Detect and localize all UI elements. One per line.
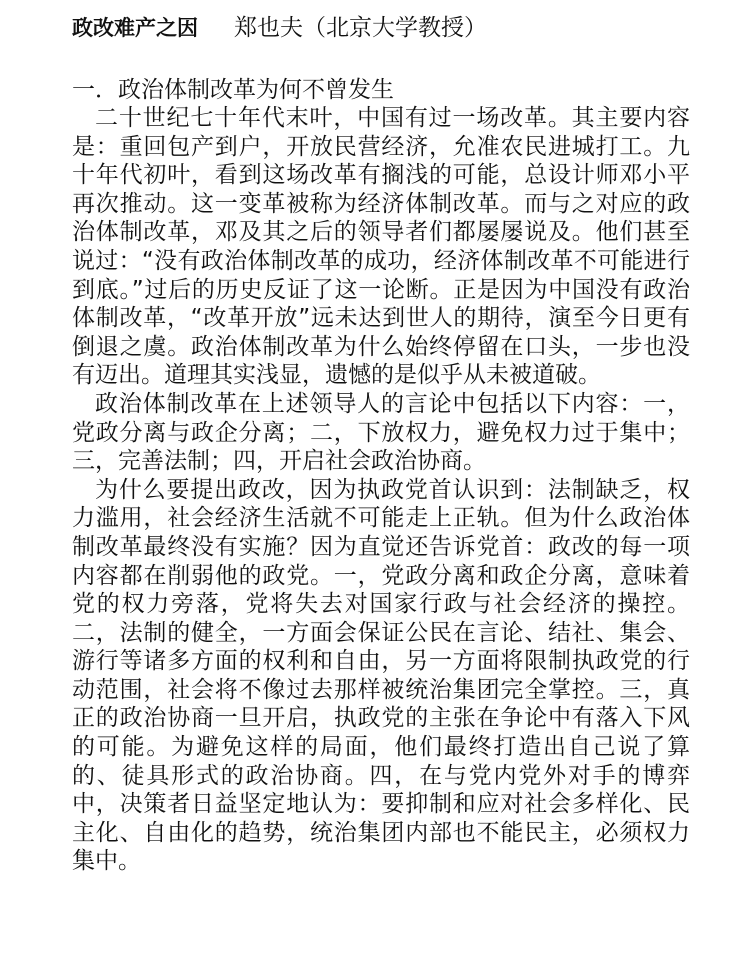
article-title: 政改难产之因 xyxy=(72,16,198,40)
paragraph-1: 二十世纪七十年代末叶，中国有过一场改革。其主要内容是：重回包产到户，开放民营经济，允准农民进城打工。九十年代初叶，看到这场改革有搁浅的可能，总设计师邓小平再次推动。这一变革被称为经济体制改革。而与之对应的政治体制改革，邓及其之后的领导者们都屡屡说及。他们甚至说过：“没有政治体制改革的成功，经济体制改革不可能进行到底。”过后的历史反证了这一论断。正是因为中国没有政治体制改革，“改革开放”远未达到世人的期待，演至今日更有倒退之虞。政治体制改革为什么始终停留在口头，一步也没有迈出。道理其实浅显，遗憾的是似乎从未被道破。 xyxy=(72,105,690,389)
paragraph-3: 为什么要提出政改，因为执政党首认识到：法制缺乏，权力滥用，社会经济生活就不可能走上正轨。但为什么政治体制改革最终没有实施？因为直觉还告诉党首：政改的每一项内容都在削弱他的政党。一，党政分离和政企分离，意味着党的权力旁落，党将失去对国家行政与社会经济的操控。二，法制的健全，一方面会保证公民在言论、结社、集会、游行等诸多方面的权利和自由，另一方面将限制执政党的行动范围，社会将不像过去那样被统治集团完全掌控。三，真正的政治协商一旦开启，执政党的主张在争论中有落入下风的可能。为避免这样的局面，他们最终打造出自己说了算的、徒具形式的政治协商。四，在与党内党外对手的博弈中，决策者日益坚定地认为：要抑制和应对社会多样化、民主化、自由化的趋势，统治集团内部也不能民主，必须权力集中。 xyxy=(72,476,690,875)
title-row xyxy=(72,8,690,48)
paragraph-2: 政治体制改革在上述领导人的言论中包括以下内容：一，党政分离与政企分离；二，下放权力，避免权力过于集中；三，完善法制；四，开启社会政治协商。 xyxy=(72,390,690,475)
article-author: 郑也夫（北京大学教授） xyxy=(234,15,487,41)
section-heading: 一．政治体制改革为何不曾发生 xyxy=(72,77,394,103)
